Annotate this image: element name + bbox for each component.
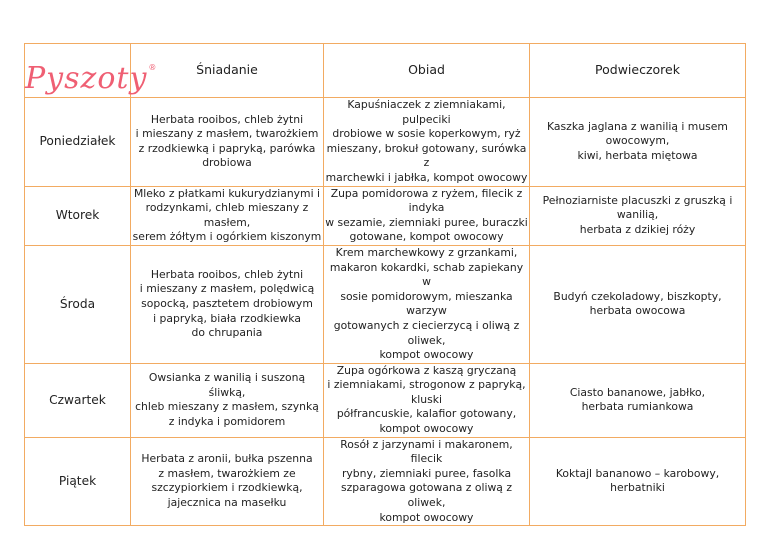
table-header-row xyxy=(25,44,746,98)
registered-mark: ® xyxy=(148,62,158,72)
breakfast-cell: Mleko z płatkami kukurydzianymi i rodzynkami, chleb mieszany z masłem, serem żółtym i ogórkiem kiszonym xyxy=(131,186,324,245)
brand-logo xyxy=(25,60,158,96)
day-label: Piątek xyxy=(25,437,131,526)
breakfast-cell: Herbata rooibos, chleb żytni i mieszany z masłem, polędwicą sopocką, pasztetem drobiowym i papryką, biała rzodkiewka do chrupania xyxy=(131,245,324,363)
day-label: Czwartek xyxy=(25,363,131,437)
snack-cell: Budyń czekoladowy, biszkopty, herbata owocowa xyxy=(530,245,746,363)
table-row xyxy=(25,98,746,187)
day-label: Wtorek xyxy=(25,186,131,245)
breakfast-cell: Owsianka z wanilią i suszoną śliwką, chleb mieszany z masłem, szynką z indyka i pomidorem xyxy=(131,363,324,437)
lunch-cell: Zupa ogórkowa z kaszą gryczaną i ziemniakami, strogonow z papryką, kluski półfrancuskie, kalafior gotowany, kompot owocowy xyxy=(324,363,530,437)
snack-cell: Ciasto bananowe, jabłko, herbata rumiankowa xyxy=(530,363,746,437)
table-row xyxy=(25,437,746,526)
header-snack: Podwieczorek xyxy=(530,44,746,98)
snack-cell: Koktajl bananowo – karobowy, herbatniki xyxy=(530,437,746,526)
lunch-cell: Rosół z jarzynami i makaronem, filecik rybny, ziemniaki puree, fasolka szparagowa gotowana z oliwą z oliwek, kompot owocowy xyxy=(324,437,530,526)
weekly-menu-table xyxy=(24,43,746,526)
lunch-cell: Krem marchewkowy z grzankami, makaron kokardki, schab zapiekany w sosie pomidorowym, mieszanka warzyw gotowanych z ciecierzycą i oliwą z oliwek, kompot owocowy xyxy=(324,245,530,363)
lunch-cell: Zupa pomidorowa z ryżem, filecik z indyka w sezamie, ziemniaki puree, buraczki gotowane, kompot owocowy xyxy=(324,186,530,245)
snack-cell: Kaszka jaglana z wanilią i musem owocowym, kiwi, herbata miętowa xyxy=(530,98,746,187)
breakfast-cell: Herbata z aronii, bułka pszenna z masłem, twarożkiem ze szczypiorkiem i rzodkiewką, jajecznica na masełku xyxy=(131,437,324,526)
table-row xyxy=(25,363,746,437)
snack-cell: Pełnoziarniste placuszki z gruszką i wanilią, herbata z dzikiej róży xyxy=(530,186,746,245)
logo-cell xyxy=(25,44,158,98)
header-lunch: Obiad xyxy=(324,44,530,98)
table-row xyxy=(25,245,746,363)
day-label: Poniedziałek xyxy=(25,98,131,187)
header-breakfast: Śniadanie xyxy=(131,44,324,98)
breakfast-cell: Herbata rooibos, chleb żytni i mieszany z masłem, twarożkiem z rzodkiewką i papryką, parówka drobiowa xyxy=(131,98,324,187)
table-row xyxy=(25,186,746,245)
day-label: Środa xyxy=(25,245,131,363)
lunch-cell: Kapuśniaczek z ziemniakami, pulpeciki drobiowe w sosie koperkowym, ryż mieszany, brokuł gotowany, surówka z marchewki i jabłka, kompot owocowy xyxy=(324,98,530,187)
logo-text: Pyszoty xyxy=(25,60,148,96)
